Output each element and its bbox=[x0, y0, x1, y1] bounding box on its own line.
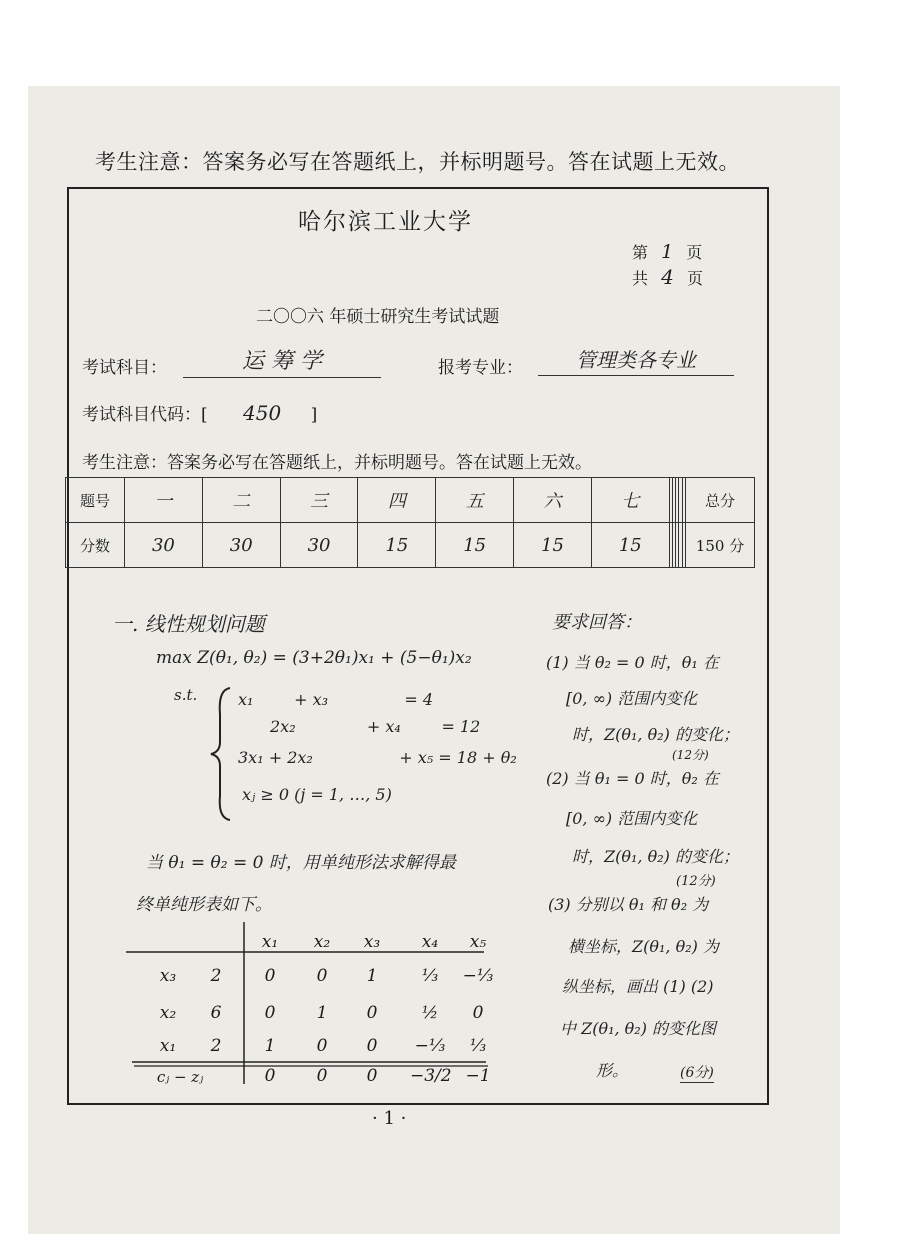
simplex-cell-3-1: 1 bbox=[264, 1036, 276, 1056]
question-score-6: 15 bbox=[514, 523, 592, 568]
simplex-col-x5: x₅ bbox=[469, 932, 487, 952]
simplex-cz-4: −3/2 bbox=[410, 1066, 452, 1086]
simplex-cell-2-3: 0 bbox=[366, 1003, 378, 1023]
simplex-cz-3: 0 bbox=[366, 1066, 378, 1086]
requirement-line-6: 时，Z(θ₁, θ₂) 的变化； bbox=[572, 847, 739, 866]
st-label: s.t. bbox=[174, 686, 198, 704]
page-number bbox=[632, 240, 702, 263]
requirement-line-7: (3) 分别以 θ₁ 和 θ₂ 为 bbox=[548, 895, 709, 914]
page-total-value: 4 bbox=[661, 265, 674, 289]
requirement-mark-3: (6分) bbox=[680, 1062, 714, 1083]
requirement-line-2: [0, ∞) 范围内变化 bbox=[566, 689, 698, 708]
question-number-4: 四 bbox=[358, 478, 436, 523]
simplex-rhs-row-1: 2 bbox=[210, 966, 222, 986]
university-name: 哈尔滨工业大学 bbox=[298, 209, 473, 235]
requirement-line-8: 横坐标，Z(θ₁, θ₂) 为 bbox=[568, 937, 719, 956]
page-total-suffix: 页 bbox=[686, 269, 703, 288]
simplex-cz-5: −1 bbox=[465, 1066, 491, 1086]
simplex-cz-2: 0 bbox=[316, 1066, 328, 1086]
page-total-prefix: 共 bbox=[632, 269, 649, 288]
page-number-value: 1 bbox=[661, 241, 674, 263]
question-number-5: 五 bbox=[436, 478, 514, 523]
question-number-1: 一 bbox=[125, 478, 203, 523]
intro-line-2: 终单纯形表如下。 bbox=[136, 895, 272, 915]
simplex-cz-1: 0 bbox=[264, 1066, 276, 1086]
simplex-rhs-row-2: 6 bbox=[210, 1003, 222, 1023]
simplex-cell-1-3: 1 bbox=[366, 966, 378, 986]
row-header-score: 分数 bbox=[66, 523, 125, 568]
requirement-line-1: (1) 当 θ₂ = 0 时，θ₁ 在 bbox=[546, 653, 719, 672]
simplex-cell-3-5: ⅓ bbox=[469, 1036, 487, 1056]
simplex-basis-row-1: x₃ bbox=[159, 966, 177, 986]
requirement-line-11: 形。 bbox=[596, 1061, 629, 1080]
requirements-heading: 要求回答： bbox=[552, 612, 642, 633]
simplex-cell-1-1: 0 bbox=[264, 966, 276, 986]
simplex-basis-row-2: x₂ bbox=[159, 1003, 177, 1023]
simplex-cell-2-4: ½ bbox=[421, 1003, 439, 1023]
requirement-line-9: 纵坐标，画出 (1) (2) bbox=[562, 977, 714, 996]
question-score-1: 30 bbox=[125, 523, 203, 568]
objective-function: max Z(θ₁, θ₂) = (3+2θ₁)x₁ + (5−θ₁)x₂ bbox=[156, 648, 472, 668]
question-number-6: 六 bbox=[514, 478, 592, 523]
question-number-7: 七 bbox=[591, 478, 669, 523]
code-label: 考试科目代码：[ bbox=[82, 405, 208, 425]
page-total bbox=[632, 265, 703, 289]
code-line bbox=[82, 400, 317, 425]
score-table bbox=[65, 477, 755, 568]
simplex-basis-row-3: x₁ bbox=[159, 1036, 177, 1056]
score-table-row-numbers bbox=[66, 478, 755, 523]
requirement-line-5: [0, ∞) 范围内变化 bbox=[566, 809, 698, 828]
row-header-number: 题号 bbox=[66, 478, 125, 523]
exam-title: 二〇〇六 年硕士研究生考试试题 bbox=[256, 307, 500, 327]
total-value: 150 分 bbox=[686, 523, 755, 568]
question-score-3: 30 bbox=[280, 523, 358, 568]
constraint-brace bbox=[206, 684, 236, 824]
intro-line-1: 当 θ₁ = θ₂ = 0 时，用单纯形法求解得最 bbox=[146, 853, 456, 873]
simplex-col-x4: x₄ bbox=[421, 932, 439, 952]
top-notice: 考生注意：答案务必写在答题纸上，并标明题号。答在试题上无效。 bbox=[95, 150, 740, 174]
page-number-suffix: 页 bbox=[686, 243, 703, 262]
question-score-2: 30 bbox=[202, 523, 280, 568]
simplex-cell-1-2: 0 bbox=[316, 966, 328, 986]
question-number-2: 二 bbox=[202, 478, 280, 523]
page-number-prefix: 第 bbox=[632, 243, 649, 262]
major-value: 管理类各专业 bbox=[538, 344, 734, 376]
subject-value: 运 筹 学 bbox=[183, 344, 381, 378]
code-value: 450 bbox=[243, 401, 282, 425]
constraint-1: x₁ + x₃ = 4 bbox=[238, 690, 434, 709]
requirement-mark-1: (12分) bbox=[672, 748, 709, 762]
simplex-cell-3-4: −⅓ bbox=[414, 1036, 446, 1056]
requirement-line-4: (2) 当 θ₁ = 0 时，θ₂ 在 bbox=[546, 769, 719, 788]
simplex-cell-3-3: 0 bbox=[366, 1036, 378, 1056]
simplex-col-x2: x₂ bbox=[313, 932, 331, 952]
simplex-cell-1-5: −⅓ bbox=[462, 966, 494, 986]
simplex-rhs-row-3: 2 bbox=[210, 1036, 222, 1056]
requirement-line-10: 中 Z(θ₁, θ₂) 的变化图 bbox=[560, 1019, 717, 1038]
requirement-line-3: 时，Z(θ₁, θ₂) 的变化； bbox=[572, 725, 739, 744]
question-score-5: 15 bbox=[436, 523, 514, 568]
question-score-7: 15 bbox=[591, 523, 669, 568]
inner-notice: 考生注意：答案务必写在答题纸上，并标明题号。答在试题上无效。 bbox=[82, 453, 592, 473]
simplex-cell-3-2: 0 bbox=[316, 1036, 328, 1056]
simplex-cell-2-1: 0 bbox=[264, 1003, 276, 1023]
simplex-cell-2-5: 0 bbox=[472, 1003, 484, 1023]
question-number-3: 三 bbox=[280, 478, 358, 523]
simplex-col-x1: x₁ bbox=[261, 932, 279, 952]
subject-label: 考试科目： bbox=[82, 358, 167, 378]
simplex-col-x3: x₃ bbox=[363, 932, 381, 952]
score-table-row-scores bbox=[66, 523, 755, 568]
simplex-cell-1-4: ⅓ bbox=[421, 966, 439, 986]
simplex-cz-label: cⱼ − zⱼ bbox=[156, 1068, 204, 1086]
footer-page-number: · 1 · bbox=[372, 1108, 407, 1129]
question-score-4: 15 bbox=[358, 523, 436, 568]
simplex-cell-2-2: 1 bbox=[316, 1003, 328, 1023]
requirement-mark-2: (12分) bbox=[676, 874, 716, 889]
problem-heading: 一. 线性规划问题 bbox=[112, 612, 265, 636]
constraint-2: 2x₂ + x₄ = 12 bbox=[270, 717, 481, 736]
constraint-nonneg: xⱼ ≥ 0 (j = 1, …, 5) bbox=[242, 785, 392, 804]
code-close: ] bbox=[310, 405, 318, 425]
major-label: 报考专业： bbox=[438, 358, 523, 378]
total-label: 总分 bbox=[686, 478, 755, 523]
constraint-3: 3x₁ + 2x₂ + x₅ = 18 + θ₂ bbox=[238, 748, 517, 767]
